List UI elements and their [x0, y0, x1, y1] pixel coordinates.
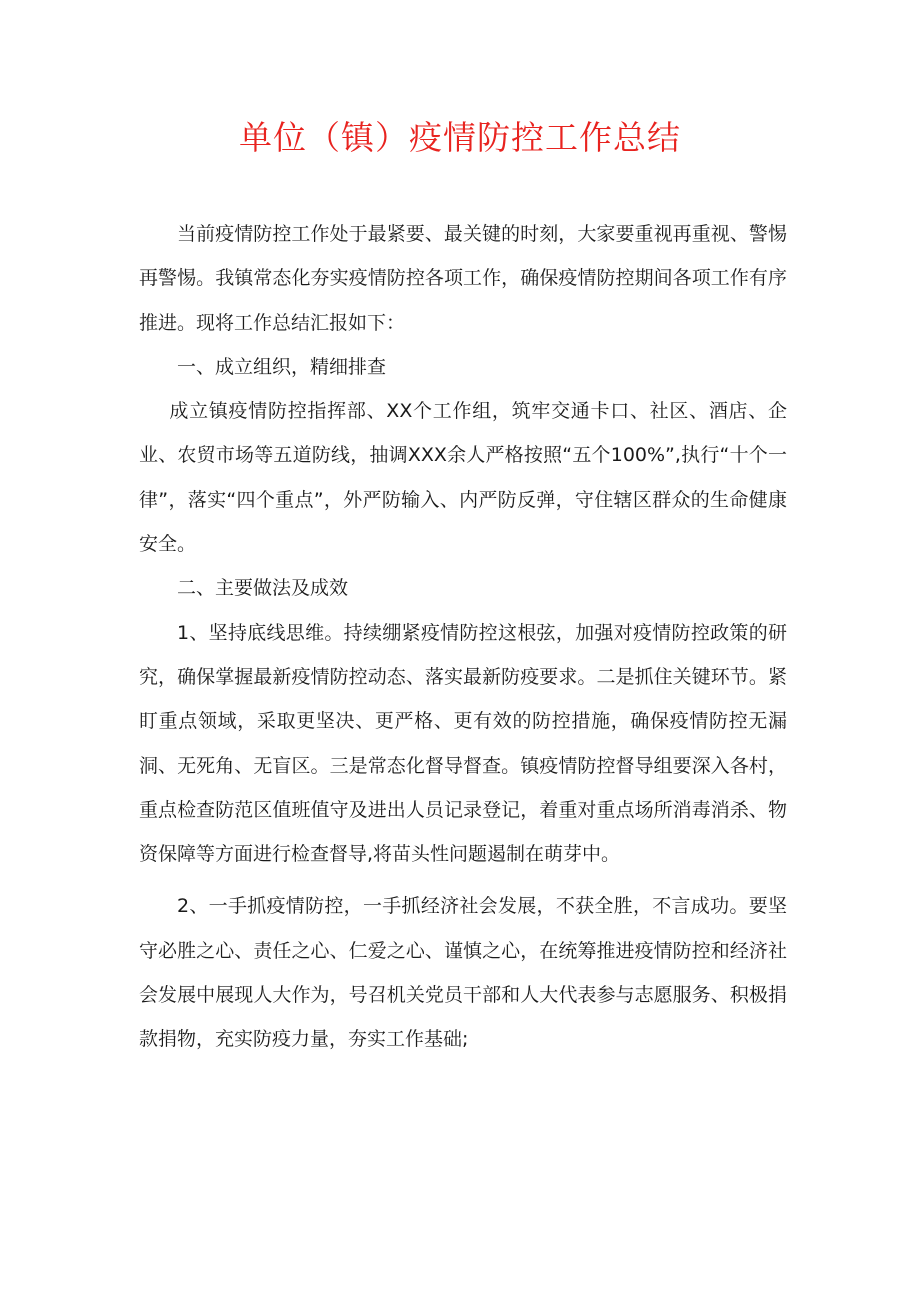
section-heading-1: 一、成立组织，精细排查: [177, 355, 387, 378]
document-body: [139, 212, 787, 1062]
item-1-paragraph: 1、坚持底线思维。持续绷紧疫情防控这根弦，加强对疫情防控政策的研究，确保掌握最新疫情防控动态、落实最新防疫要求。二是抓住关键环节。紧盯重点领域，采取更坚决、更严格、更有效的防控措施，确保疫情防控无漏洞、无死角、无盲区。三是常态化督导督查。镇疫情防控督导组要深入各村，重点检查防范区值班值守及进出人员记录登记，着重对重点场所消毒消杀、物资保障等方面进行检查督导,将苗头性问题遏制在萌芽中。: [139, 621, 787, 866]
section-heading-2: 二、主要做法及成效: [177, 577, 349, 600]
intro-paragraph: 当前疫情防控工作处于最紧要、最关键的时刻，大家要重视再重视、警惕再警惕。我镇常态化夯实疫情防控各项工作，确保疫情防控期间各项工作有序推进。现将工作总结汇报如下：: [139, 223, 787, 334]
section-1-paragraph: 成立镇疫情防控指挥部、XX个工作组，筑牢交通卡口、社区、酒店、企业、农贸市场等五道防线，抽调XXX余人严格按照“五个100%”,执行“十个一律”，落实“四个重点”，外严防输入、内严防反弹，守住辖区群众的生命健康安全。: [139, 400, 787, 556]
item-2-paragraph: 2、一手抓疫情防控，一手抓经济社会发展，不获全胜，不言成功。要坚守必胜之心、责任之心、仁爱之心、谨慎之心，在统筹推进疫情防控和经济社会发展中展现人大作为，号召机关党员干部和人大代表参与志愿服务、积极捐款捐物，充实防疫力量，夯实工作基础;: [139, 895, 787, 1051]
page-title: 单位（镇）疫情防控工作总结: [239, 118, 681, 157]
